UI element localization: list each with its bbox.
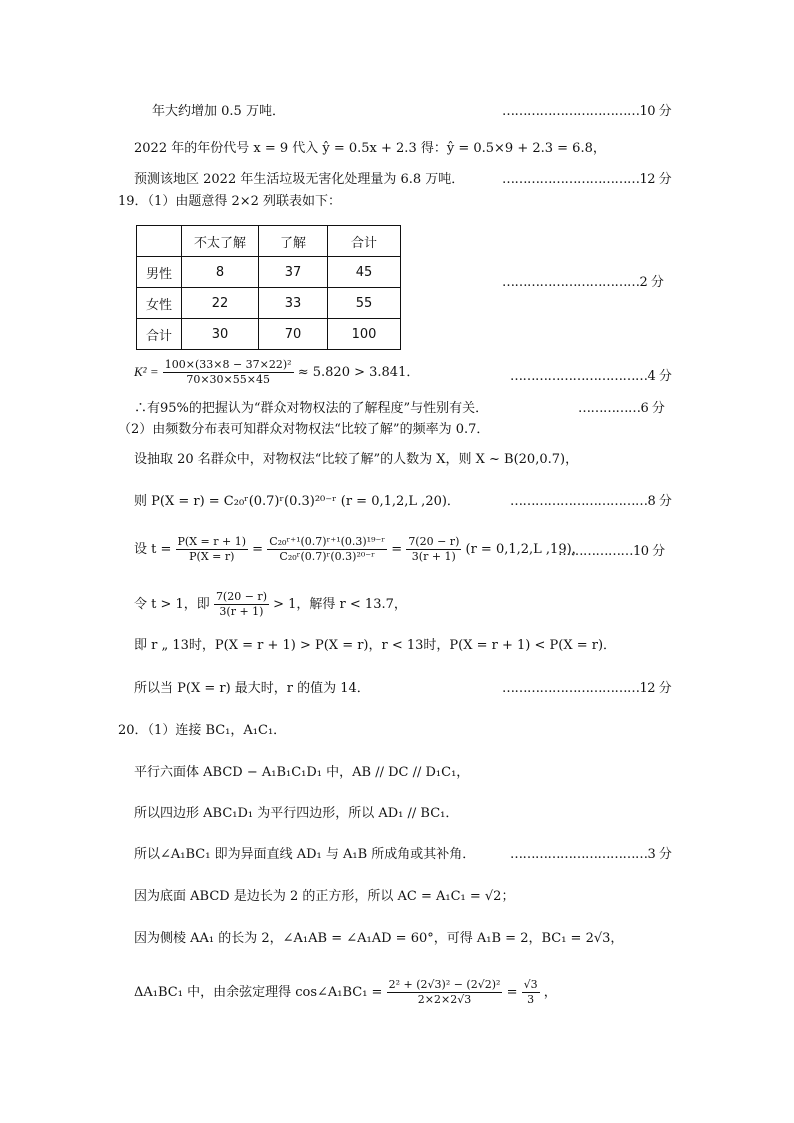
text-line: 因为底面 ABCD 是边长为 2 的正方形，所以 AC = A₁C₁ = √2； (134, 889, 515, 904)
table-cell: 男性 (137, 257, 182, 288)
score-mark: ……………………………12 分 (502, 172, 672, 187)
table-cell: 55 (328, 288, 401, 319)
k2-lhs: K² = (134, 364, 159, 379)
text-line: 设抽取 20 名群众中，对物权法“比较了解”的人数为 X，则 X ~ B(20,0.7)， (134, 452, 579, 467)
table-cell: 70 (259, 319, 328, 350)
table-row (137, 288, 401, 319)
score-mark: ……………………………4 分 (510, 369, 672, 384)
table-cell: 8 (182, 257, 259, 288)
text-line: 预测该地区 2022 年生活垃圾无害化处理量为 6.8 万吨． (134, 172, 465, 187)
k2-fraction (163, 358, 294, 387)
question-heading: 20．（1）连接 BC₁，A₁C₁． (118, 723, 287, 738)
fraction-numerator: 2² + (2√3)² − (2√2)² (388, 978, 501, 991)
k2-denominator: 70×30×55×45 (186, 373, 270, 386)
inequality-line (134, 590, 407, 619)
fraction-denominator: C₂₀ʳ(0.7)ʳ(0.3)²⁰⁻ʳ (279, 550, 375, 563)
fraction-denominator: 3 (527, 993, 535, 1006)
fraction-numerator: √3 (523, 978, 538, 991)
inequality-post: > 1，解得 r < 13.7， (273, 597, 407, 612)
inequality-fraction (214, 590, 269, 619)
result-fraction (522, 978, 540, 1007)
fraction-numerator: P(X = r + 1) (177, 535, 247, 548)
t-formula (134, 535, 585, 564)
table-row (137, 319, 401, 350)
fraction-denominator: 3(r + 1) (219, 605, 264, 618)
table-cell: 100 (328, 319, 401, 350)
table-cell: 37 (259, 257, 328, 288)
score-mark: ……………………………2 分 (502, 275, 664, 290)
text-line: 即 r „ 13时，P(X = r + 1) > P(X = r)，r < 13时，P(X = r + 1) < P(X = r)． (134, 638, 617, 653)
table-cell: 33 (259, 288, 328, 319)
fraction-denominator: P(X = r) (189, 550, 235, 563)
score-mark: ……………………………8 分 (510, 494, 672, 509)
inequality-pre: 令 t > 1，即 (134, 597, 210, 612)
table-header-cell: 不太了解 (182, 226, 259, 257)
cosine-tail: ， (543, 985, 557, 1000)
cosine-formula (134, 978, 557, 1007)
question-heading: 19．（1）由题意得 2×2 列联表如下： (118, 194, 342, 209)
k2-numerator: 100×(33×8 − 37×22)² (164, 358, 292, 371)
table-cell: 合计 (137, 319, 182, 350)
text-line: 所以四边形 ABC₁D₁ 为平行四边形，所以 AD₁ // BC₁． (134, 806, 459, 821)
fraction-numerator: 7(20 − r) (215, 590, 267, 603)
t-fraction-2 (267, 535, 387, 564)
fraction-denominator: 3(r + 1) (411, 550, 456, 563)
table-cell: 30 (182, 319, 259, 350)
table-row (137, 257, 401, 288)
score-mark: ……………………………12 分 (502, 681, 672, 696)
fraction-denominator: 2×2×2√3 (417, 993, 472, 1006)
t-lhs: 设 t = (134, 542, 172, 557)
equals: = (391, 542, 403, 557)
text-line: 所以∠A₁BC₁ 即为异面直线 AD₁ 与 A₁B 所成角或其补角． (134, 847, 476, 862)
table-header-cell: 了解 (259, 226, 328, 257)
fraction-numerator: 7(20 − r) (408, 535, 460, 548)
score-mark: ……………6 分 (578, 401, 665, 416)
table-header-row (137, 226, 401, 257)
equals: = (506, 985, 518, 1000)
t-fraction-3 (406, 535, 461, 564)
table-cell: 45 (328, 257, 401, 288)
text-line: 2022 年的年份代号 x = 9 代入 ŷ = 0.5x + 2.3 得：ŷ = 0.5×9 + 2.3 = 6.8， (134, 141, 606, 156)
fraction-numerator: C₂₀ʳ⁺¹(0.7)ʳ⁺¹(0.3)¹⁹⁻ʳ (269, 535, 386, 548)
table-header-cell: 合计 (328, 226, 401, 257)
text-line: 因为侧棱 AA₁ 的长为 2，∠A₁AB = ∠A₁AD = 60°，可得 A₁B = 2，BC₁ = 2√3， (134, 931, 624, 946)
text-line: （2）由频数分布表可知群众对物权法“比较了解”的频率为 0.7． (118, 422, 490, 437)
score-mark: ………………10 分 (558, 544, 665, 559)
contingency-table (136, 225, 401, 350)
text-line: 平行六面体 ABCD − A₁B₁C₁D₁ 中，AB // DC // D₁C₁， (134, 765, 470, 780)
text-line: 年大约增加 0.5 万吨． (152, 104, 285, 119)
k2-rhs: ≈ 5.820 > 3.841． (297, 365, 420, 380)
table-cell: 22 (182, 288, 259, 319)
cosine-fraction (387, 978, 503, 1007)
text-line: 则 P(X = r) = C₂₀ʳ(0.7)ʳ(0.3)²⁰⁻ʳ (r = 0,1,2,L ,20)． (134, 494, 460, 509)
text-line: 所以当 P(X = r) 最大时，r 的值为 14． (134, 681, 370, 696)
t-tail: (r = 0,1,2,L ,19)， (465, 542, 585, 557)
score-mark: ……………………………3 分 (510, 847, 672, 862)
t-fraction-1 (176, 535, 249, 564)
score-mark: ……………………………10 分 (502, 104, 672, 119)
equals: = (252, 542, 264, 557)
table-header-cell (137, 226, 182, 257)
k2-formula (134, 358, 419, 387)
cosine-pre: ΔA₁BC₁ 中，由余弦定理得 cos∠A₁BC₁ = (134, 985, 383, 1000)
table-cell: 女性 (137, 288, 182, 319)
text-line: ∴有95%的把握认为“群众对物权法的了解程度”与性别有关． (134, 401, 489, 416)
